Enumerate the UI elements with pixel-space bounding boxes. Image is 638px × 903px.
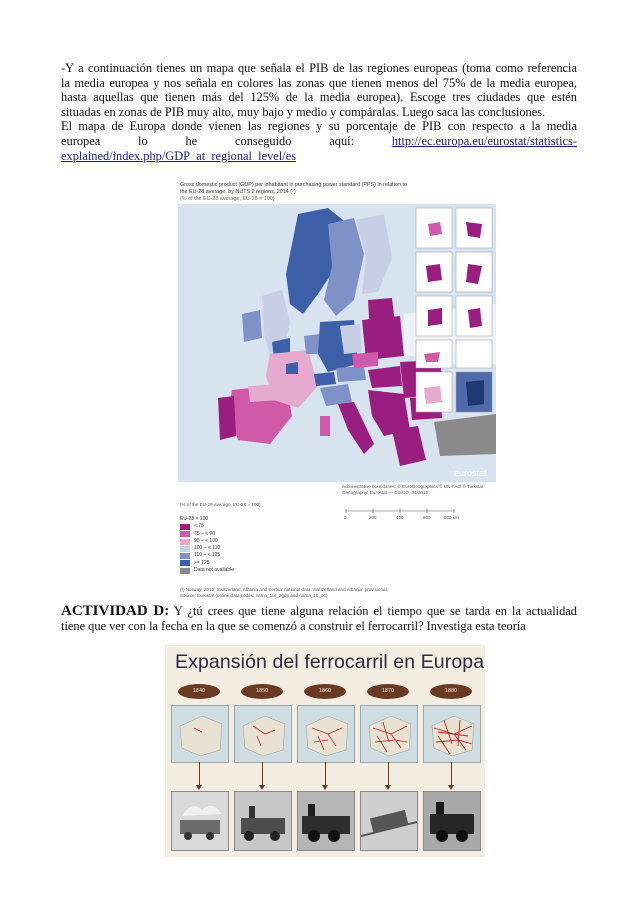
railway-expansion-infographic [165,645,485,857]
scale-tick: 400 [396,515,404,520]
map-admin-credits [342,484,492,496]
historic-train-photo [234,791,292,851]
actividad-line-1 [61,604,577,619]
region-hungary [368,366,402,388]
legend-item: 110 – < 125 [180,552,234,559]
intro-line-2: la media europea y nos señala en colores las zonas que tienen menos del 75% de la media europea, [61,75,577,90]
scale-tick: 0 [344,515,347,520]
intro-paragraph [61,61,577,163]
infographic-title: Expansión del ferrocarril en Europa [175,651,485,673]
historic-train-photo [423,791,481,851]
map-title-block [180,182,490,203]
word: he [185,133,198,148]
legend-item: 100 – < 110 [180,545,234,552]
intro-line-5: El mapa de Europa donde vienen las regiones y su porcentaje de PIB con respecto a la media [61,119,577,134]
scale-tick: 600 [423,515,431,520]
region-ireland [242,310,262,342]
intro-line-7 [61,149,577,164]
word: europea [61,133,101,148]
region-czechia [352,352,378,368]
legend-item: >= 125 [180,560,234,567]
legend-swatch [180,531,190,537]
gdp-map-figure [176,180,498,608]
legend-swatch [180,568,190,574]
legend-swatch [180,539,190,545]
map-source [180,587,480,599]
legend-item: EU-28 = 100 [180,516,209,522]
historic-train-photo [360,791,418,851]
eurostat-logo: eurostat [454,468,487,478]
region-italy-north [320,384,352,406]
legend-item: 90 – < 100 [180,538,234,545]
region-france [266,350,318,408]
scale-tick: 800 km [444,515,459,520]
region-switzerland [314,372,336,386]
region-portugal [218,396,236,440]
region-turkey [434,414,496,456]
legend-item: Data not available [180,567,234,574]
map-footnote-1: (¹) Norway: 2013. Switzerland, Albania and Serbia: national data. Switzerland and Albania: provisional. [180,587,388,592]
word: aquí: [329,133,355,148]
historic-train-photo [171,791,229,851]
legend-swatch [180,553,190,559]
rail-map-1840 [171,705,229,763]
region-italy-south [338,402,374,454]
rail-map-1880 [423,705,481,763]
intro-line-1: -Y a continuación tienes un mapa que señala el PIB de las regiones europeas (toma como referencia [61,61,577,75]
year-badge: 1870 [367,684,409,699]
word: lo [138,133,148,148]
intro-line-4: situadas en zonas de PIB muy alto, muy bajo y medio y compáralas. Luego saca las conclusiones. [61,104,546,119]
map-note: (% of the EU-28 average, EU-28 = 100) [180,502,261,507]
admin-line-2: Cartography: Eurostat — GISCO, 04/2016 [342,490,429,495]
region-greece [392,426,426,466]
map-subtitle: (% of the EU-28 average, EU-28 = 100) [180,196,275,202]
rail-map-1850 [234,705,292,763]
legend-swatch [180,524,190,530]
map-title: Gross domestic product (GDP) per inhabitant in purchasing power standard (PPS) in relation to [180,182,407,188]
word: conseguido [235,133,292,148]
region-austria [336,366,366,382]
legend-swatch [180,560,190,566]
map-scale-bar [344,507,464,519]
eurostat-link-part2[interactable]: explained/index.php/GDP_at_regional_level/es [61,148,297,163]
year-badge: 1860 [304,684,346,699]
scale-tick: 200 [369,515,377,520]
legend-item: 75 – < 90 [180,531,234,538]
eurostat-link-part1[interactable]: http://ec.europa.eu/eurostat/statistics- [391,133,577,148]
map-title-2: the EU-28 average, by NUTS 2 regions, 2014 (¹) [180,189,296,195]
historic-train-photo [297,791,355,851]
region-sardinia [320,416,330,436]
actividad-heading: ACTIVIDAD D: [61,603,170,619]
year-badge: 1880 [430,684,472,699]
scale-bar-graphic [344,508,464,520]
europe-map-graphic [178,204,496,482]
rail-map-1860 [297,705,355,763]
intro-line-6 [61,134,577,149]
rail-map-1870 [360,705,418,763]
legend-item: < 75 [180,523,234,530]
actividad-text-1: Y ¿tú crees que tiene alguna relación el tiempo que se tarda en la actualidad [173,604,577,618]
intro-line-3: hasta aquellas que tienen más del 125% de la media europea). Escoge tres ciudades que estén [61,90,577,105]
admin-line-1: Administrative boundaries: © EuroGeographics © UN-FAO © Turkstat [342,484,484,489]
year-badge: 1850 [241,684,283,699]
region-paris [286,362,298,374]
legend-swatch [180,546,190,552]
year-badge: 1840 [178,684,220,699]
actividad-text-2: tiene que ver con la fecha en la que se comenzó a construir el ferrocarril? Investiga esta teoría [61,618,526,633]
map-footnote-2: Source: Eurostat (online data codes: nama_10r_2gdp and nama_10_pc) [180,593,328,598]
europe-gdp-map [178,204,496,482]
map-legend [180,516,234,574]
actividad-d [61,604,577,633]
